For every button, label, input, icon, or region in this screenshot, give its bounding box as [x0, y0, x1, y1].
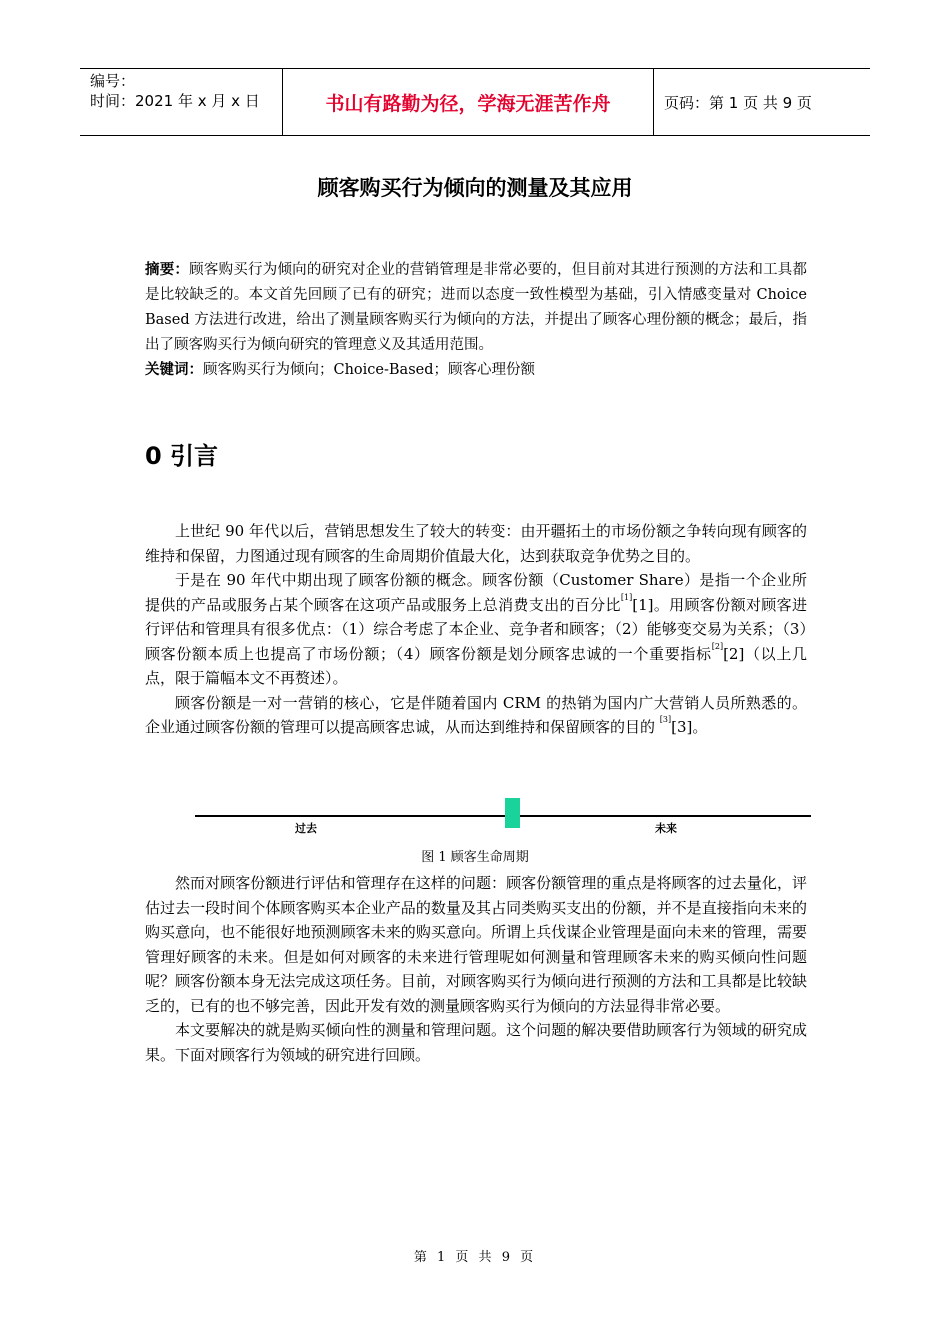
- timeline-line: [195, 815, 811, 817]
- abstract-label: 摘要：: [145, 262, 190, 278]
- keywords: [145, 358, 807, 383]
- abstract: [145, 258, 807, 358]
- paragraph: 然而对顾客份额进行评估和管理存在这样的问题：顾客份额管理的重点是将顾客的过去量化，评估过去一段时间个体顾客购买本企业产品的数量及其占同类购买支出的份额，并不是直接指向未来的购买意向，也不能很好地预测顾客未来的购买意向。所谓上兵伐谋企业管理是面向未来的管理，需要管理好顾客的未来。但是如何对顾客的未来进行管理呢如何测量和管理顾客未来的购买倾向性问题呢？顾客份额本身无法完成这项任务。目前，对顾客购买行为倾向进行预测的方法和工具都是比较缺乏的，已有的也不够完善，因此开发有效的测量顾客购买行为倾向的方法显得非常必要。: [145, 874, 807, 1015]
- paragraph: 顾客份额是一对一营销的核心，它是伴随着国内 CRM 的热销为国内广大营销人员所熟悉的。企业通过顾客份额的管理可以提高顾客忠诚，从而达到维持和保留顾客的目的 [3][3]。: [145, 693, 807, 736]
- body-text-bottom: [145, 871, 807, 1067]
- header-page-info: 页码：第 1 页 共 9 页: [664, 93, 812, 112]
- present-marker: [505, 798, 520, 828]
- section-heading: 0 引言: [145, 442, 219, 470]
- document-time: 时间：2021 年 x 月 x 日: [90, 92, 260, 110]
- citation-sup: [3]: [659, 715, 672, 724]
- paragraph: 于是在 90 年代中期出现了顾客份额的概念。顾客份额（Customer Share）是指一个企业所提供的产品或服务占某个顾客在这项产品或服务上总消费支出的百分比[1][1]。用顾客份额对顾客进行评估和管理具有很多优点：（1）综合考虑了本企业、竞争者和顾客；（2）能够变交易为关系；（3）顾客份额本质上也提高了市场份额；（4）顾客份额是划分顾客忠诚的一个重要指标[2][2]（以上几点，限于篇幅本文不再赘述）。: [145, 571, 807, 687]
- page-footer: 第 1 页 共 9 页: [413, 1250, 537, 1265]
- header-meta: [80, 69, 282, 135]
- body-text-top: [145, 519, 807, 740]
- paragraph: 本文要解决的就是购买倾向性的测量和管理问题。这个问题的解决要借助顾客行为领域的研究成果。下面对顾客行为领域的研究进行回顾。: [145, 1021, 807, 1064]
- citation-sup: [2]: [711, 641, 724, 651]
- future-label: 未来: [655, 822, 677, 835]
- document-number-label: 编号：: [90, 72, 136, 90]
- page-header: [80, 68, 870, 136]
- document-title: 顾客购买行为倾向的测量及其应用: [317, 176, 633, 200]
- abstract-text: 顾客购买行为倾向的研究对企业的营销管理是非常必要的，但目前对其进行预测的方法和工具都是比较缺乏的。本文首先回顾了已有的研究；进而以态度一致性模型为基础，引入情感变量对 Choice Based 方法进行改进，给出了测量顾客购买行为倾向的方法，并提出了顾客心理份额的概念；最后，指出了顾客购买行为倾向研究的管理意义及其适用范围。: [145, 262, 808, 353]
- keywords-label: 关键词：: [145, 362, 203, 378]
- citation-sup: [1]: [620, 592, 633, 602]
- customer-lifecycle-figure: [195, 798, 811, 838]
- header-motto: 书山有路勤为径，学海无涯苦作舟: [325, 92, 611, 115]
- past-label: 过去: [295, 822, 317, 835]
- keywords-text: 顾客购买行为倾向；Choice-Based；顾客心理份额: [203, 362, 536, 378]
- header-motto-cell: [282, 69, 654, 135]
- figure-caption: 图 1 顾客生命周期: [421, 850, 529, 865]
- paragraph: 上世纪 90 年代以后，营销思想发生了较大的转变：由开疆拓土的市场份额之争转向现有顾客的维持和保留，力图通过现有顾客的生命周期价值最大化，达到获取竞争优势之目的。: [145, 522, 807, 565]
